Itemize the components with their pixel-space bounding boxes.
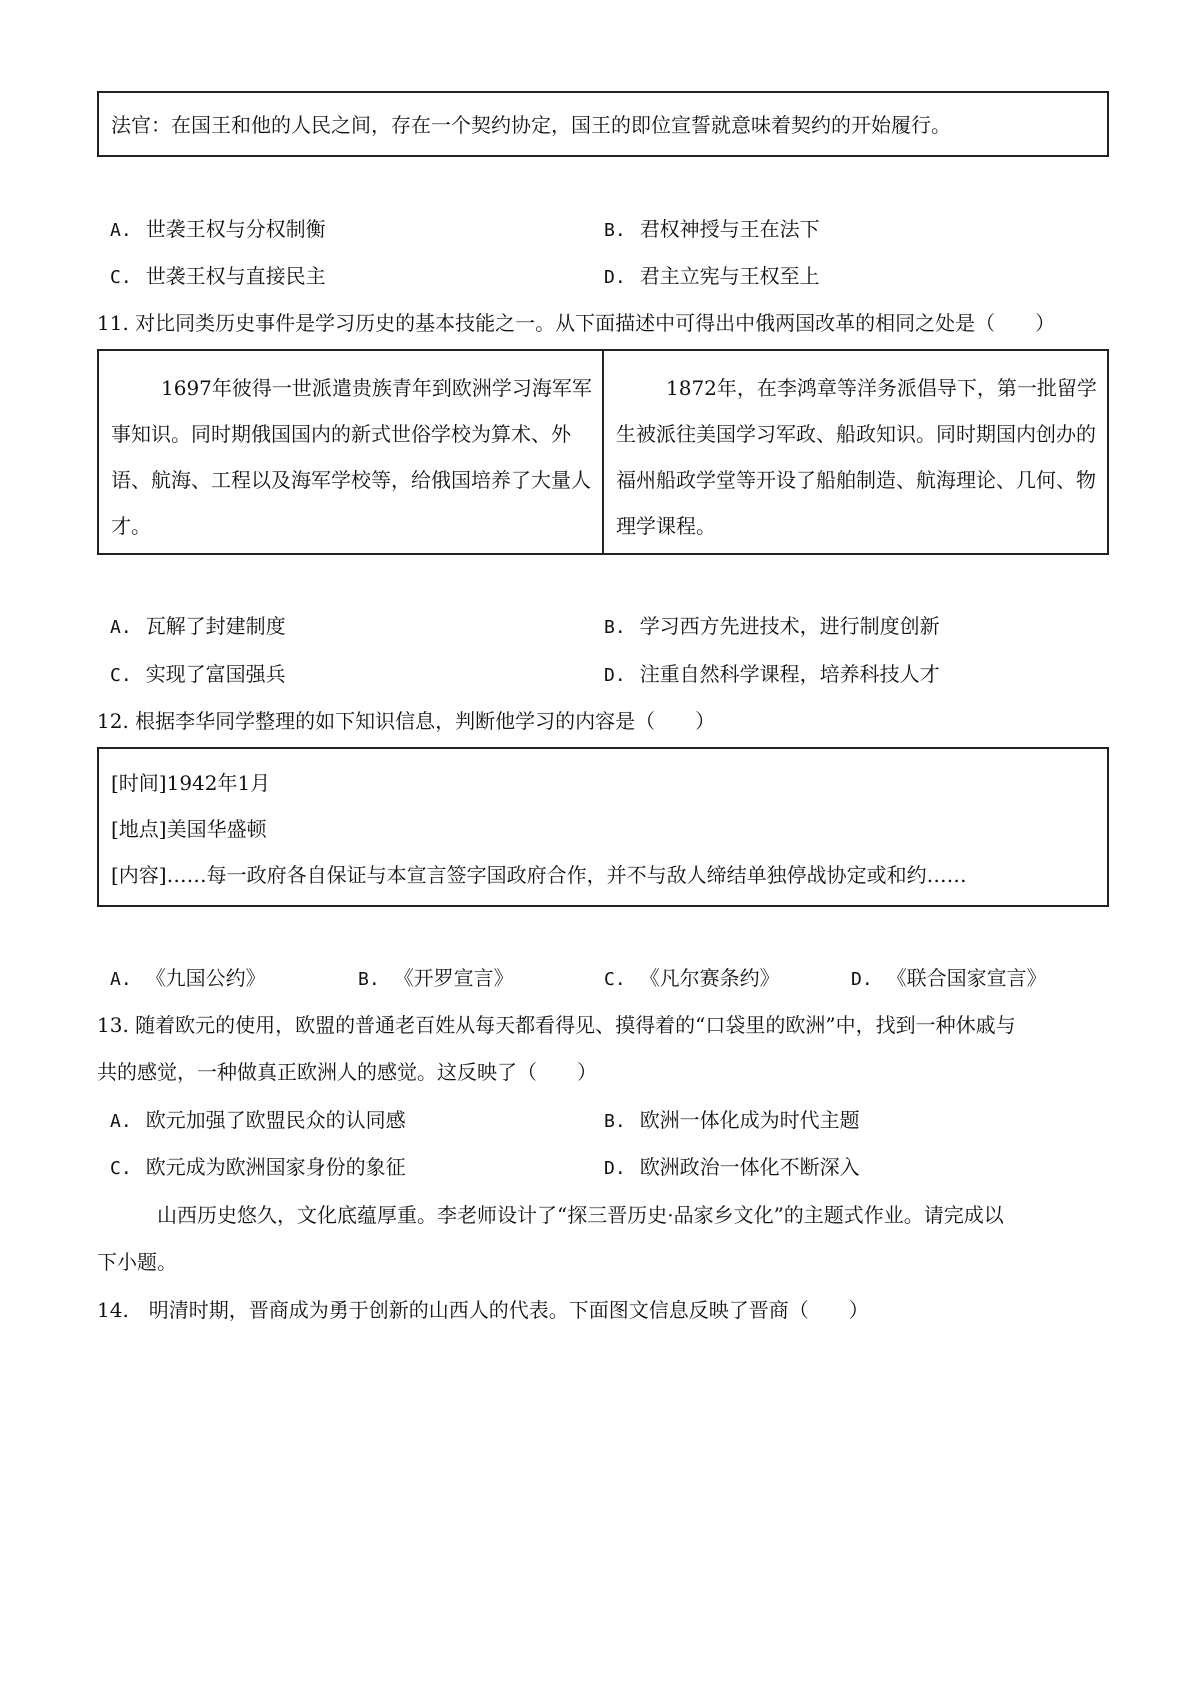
q11-option-b[interactable]: B. 学习西方先进技术，进行制度创新 [604, 614, 940, 638]
q14-stem: 14. 明清时期，晋商成为勇于创新的山西人的代表。下面图文信息反映了晋商（ ） [97, 1298, 869, 1322]
q12-info-content: [内容]……每一政府各自保证与本宣言签字国政府合作，并不与敌人缔结单独停战协定或和约…… [111, 863, 967, 887]
q10-option-b[interactable]: B. 君权神授与王在法下 [604, 217, 820, 241]
q13-option-b[interactable]: B. 欧洲一体化成为时代主题 [604, 1108, 860, 1132]
q12-option-b[interactable]: B. 《开罗宣言》 [358, 966, 514, 990]
q11-option-d[interactable]: D. 注重自然科学课程，培养科技人才 [604, 662, 940, 686]
q13-stem-line2: 共的感觉，一种做真正欧洲人的感觉。这反映了（ ） [97, 1060, 597, 1084]
q10-option-a[interactable]: A. 世袭王权与分权制衡 [110, 217, 326, 241]
q12-option-d[interactable]: D. 《联合国家宣言》 [851, 966, 1047, 990]
q13-option-a[interactable]: A. 欧元加强了欧盟民众的认同感 [110, 1108, 406, 1132]
section-intro-line2: 下小题。 [97, 1250, 177, 1274]
q11-option-a[interactable]: A. 瓦解了封建制度 [110, 614, 286, 638]
q12-stem: 12. 根据李华同学整理的如下知识信息，判断他学习的内容是（ ） [97, 709, 716, 733]
q12-option-a[interactable]: A. 《九国公约》 [110, 966, 266, 990]
q13-option-d[interactable]: D. 欧洲政治一体化不断深入 [604, 1155, 860, 1179]
q10-option-d[interactable]: D. 君主立宪与王权至上 [604, 264, 820, 288]
q11-stem: 11. 对比同类历史事件是学习历史的基本技能之一。从下面描述中可得出中俄两国改革的相同之处是（ ） [97, 311, 1056, 335]
section-intro-line1: 山西历史悠久，文化底蕴厚重。李老师设计了“探三晋历史·品家乡文化”的主题式作业。请完成以 [157, 1203, 1004, 1227]
q13-stem-line1: 13. 随着欧元的使用，欧盟的普通老百姓从每天都看得见、摸得着的“口袋里的欧洲”中，找到一种休戚与 [97, 1013, 1016, 1037]
q11-option-c[interactable]: C. 实现了富国强兵 [110, 662, 286, 686]
q12-option-c[interactable]: C. 《凡尔赛条约》 [604, 966, 780, 990]
q10-option-c[interactable]: C. 世袭王权与直接民主 [110, 264, 326, 288]
q13-option-c[interactable]: C. 欧元成为欧洲国家身份的象征 [110, 1155, 406, 1179]
q11-russia-cell: 1697年彼得一世派遣贵族青年到欧洲学习海军军事知识。同时期俄国国内的新式世俗学校为算术、外语、航海、工程以及海军学校等，给俄国培养了大量人才。 [99, 351, 604, 553]
q10-quote-box [97, 91, 1109, 157]
q11-china-cell: 1872年，在李鸿章等洋务派倡导下，第一批留学生被派往美国学习军政、船政知识。同时期国内创办的福州船政学堂等开设了船舶制造、航海理论、几何、物理学课程。 [616, 376, 1097, 538]
q10-quote-text: 法官：在国王和他的人民之间，存在一个契约协定，国王的即位宣誓就意味着契约的开始履行。 [111, 113, 951, 137]
q12-info-time: [时间]1942年1月 [111, 771, 271, 795]
q12-info-box [97, 747, 1109, 907]
q11-comparison-table [97, 349, 1109, 555]
q12-info-place: [地点]美国华盛顿 [111, 817, 267, 841]
